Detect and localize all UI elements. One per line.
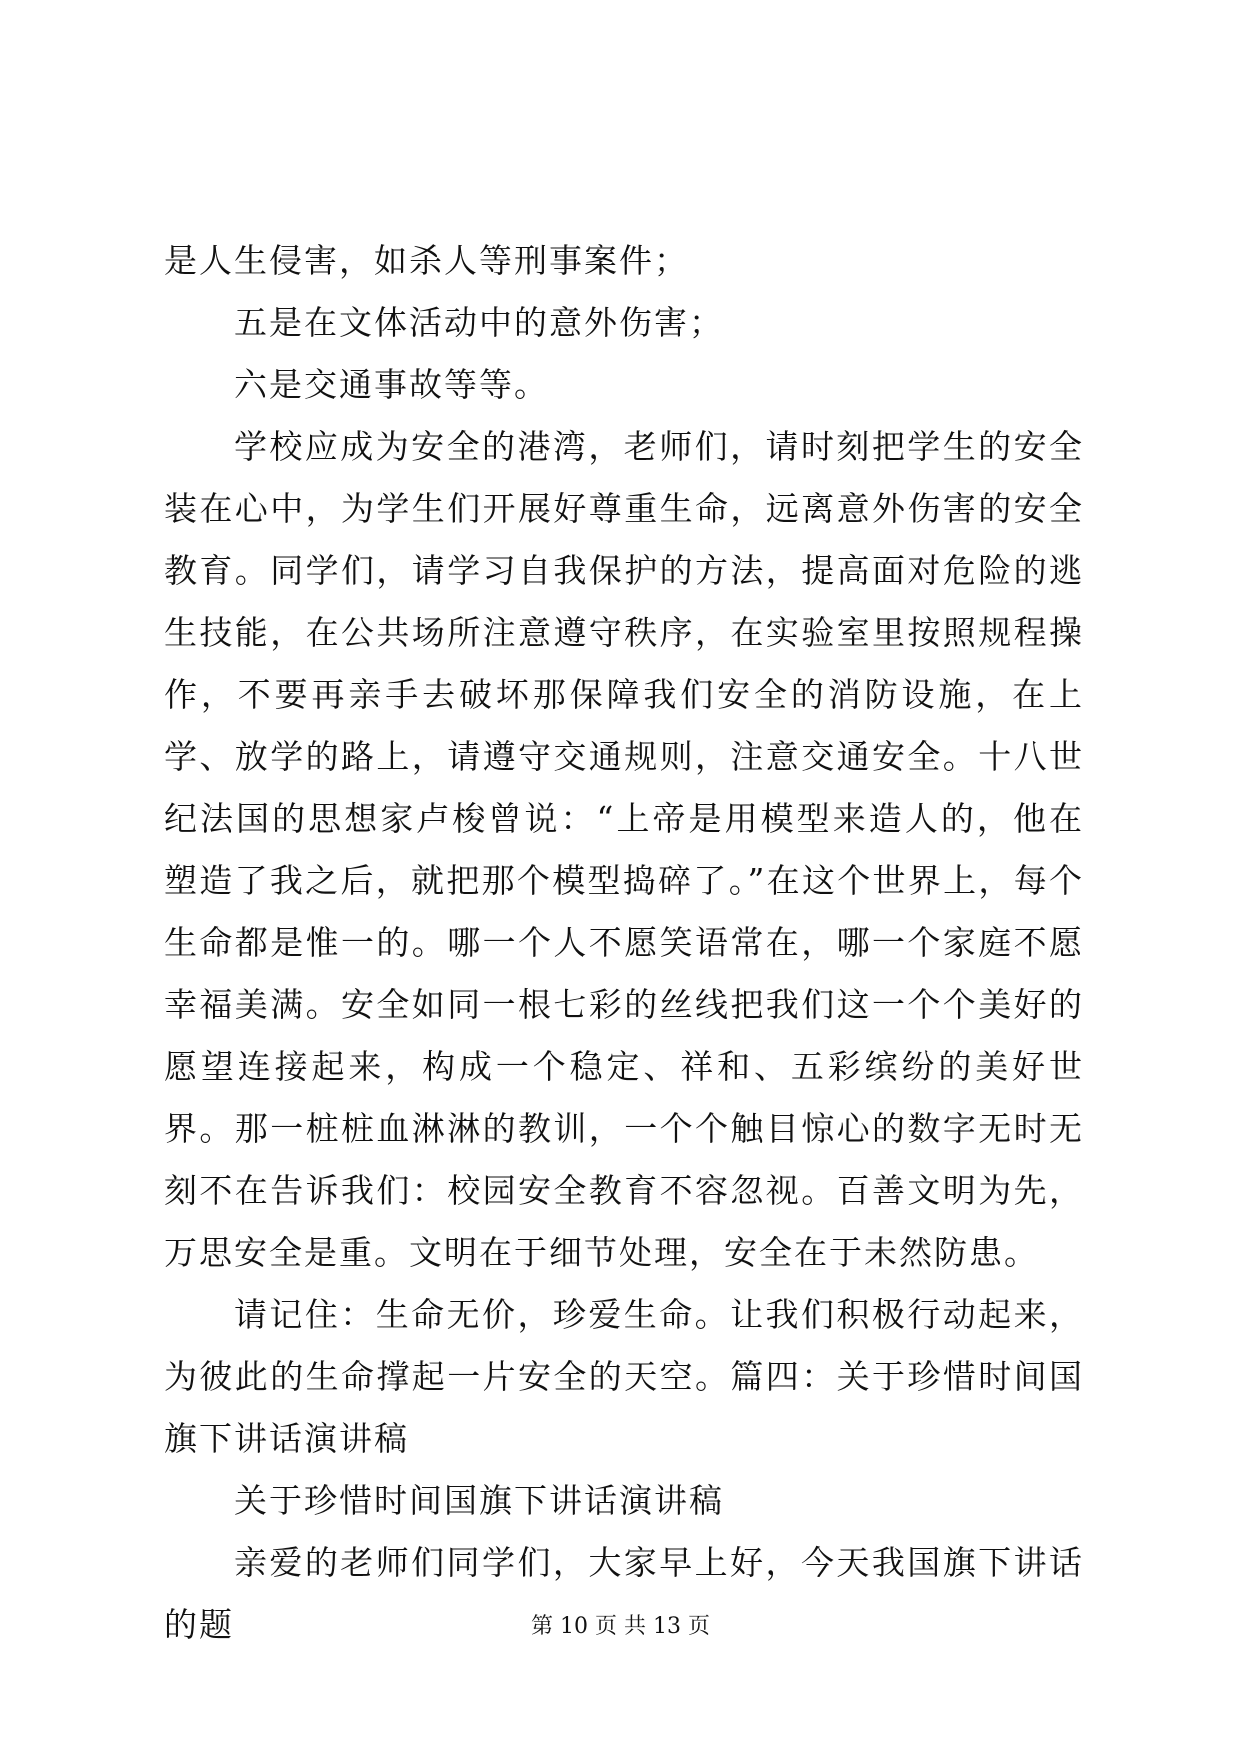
paragraph-5: 请记住：生命无价，珍爱生命。让我们积极行动起来，为彼此的生命撑起一片安全的天空。篇四：关于珍惜时间国旗下讲话演讲稿 [164, 1295, 1084, 1458]
document-body [164, 230, 1084, 1656]
paragraph-1: 是人生侵害，如杀人等刑事案件； [164, 241, 689, 280]
paragraph-6: 关于珍惜时间国旗下讲话演讲稿 [234, 1481, 724, 1520]
paragraph-7: 亲爱的老师们同学们，大家早上好，今天我国旗下讲话的题 [164, 1543, 1084, 1644]
page-number-footer: 第 10 页 共 13 页 [531, 1614, 710, 1639]
paragraph-4: 学校应成为安全的港湾，老师们，请时刻把学生的安全装在心中，为学生们开展好尊重生命，远离意外伤害的安全教育。同学们，请学习自我保护的方法，提高面对危险的逃生技能，在公共场所注意遵守秩序，在实验室里按照规程操作，不要再亲手去破坏那保障我们安全的消防设施，在上学、放学的路上，请遵守交通规则，注意交通安全。十八世纪法国的思想家卢梭曾说：“上帝是用模型来造人的，他在塑造了我之后，就把那个模型捣碎了。”在这个世界上，每个生命都是惟一的。哪一个人不愿笑语常在，哪一个家庭不愿幸福美满。安全如同一根七彩的丝线把我们这一个个美好的愿望连接起来，构成一个稳定、祥和、五彩缤纷的美好世界。那一桩桩血淋淋的教训，一个个触目惊心的数字无时无刻不在告诉我们：校园安全教育不容忽视。百善文明为先，万思安全是重。文明在于细节处理，安全在于未然防患。 [164, 427, 1084, 1272]
paragraph-2: 五是在文体活动中的意外伤害； [234, 303, 724, 342]
paragraph-3: 六是交通事故等等。 [234, 365, 549, 404]
